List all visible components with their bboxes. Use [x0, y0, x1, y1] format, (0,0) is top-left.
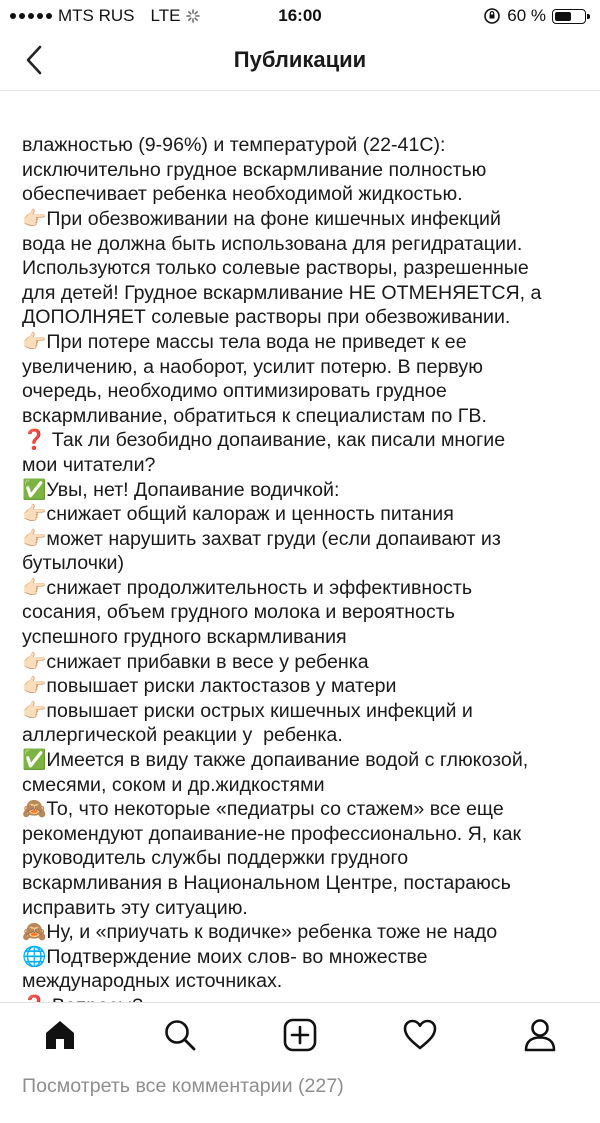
tab-new-post[interactable]: [272, 1007, 328, 1063]
caption-line: 👉🏻повышает риски острых кишечных инфекций и: [22, 699, 473, 722]
caption-line: исключительно грудное вскармливание полностью: [22, 158, 487, 181]
tab-home[interactable]: [32, 1007, 88, 1063]
profile-icon: [522, 1017, 558, 1053]
caption-line: успешного грудного вскармливания: [22, 626, 347, 649]
caption-line: 🙈То, что некоторые «педиатры со стажем» все еще: [22, 798, 504, 821]
battery-level: [555, 12, 571, 21]
caption-line: международных источниках.: [22, 970, 283, 993]
caption-line: вода не должна быть использована для регидратации.: [22, 232, 523, 255]
caption-line: аллергической реакции у ребенка.: [22, 724, 343, 747]
network-type: LTE: [150, 6, 181, 25]
caption-line: ❓ Так ли безобидно допаивание, как писали многие: [22, 429, 506, 452]
caption-line: рекомендуют допаивание-не профессионально. Я, как: [22, 822, 522, 845]
caption-line: увеличению, а наоборот, усилит потерю. В первую: [22, 355, 483, 378]
nav-header: [0, 32, 600, 91]
caption-line: ✅Имеется в виду также допаивание водой с глюкозой,: [22, 749, 529, 772]
caption-line: смесями, соком и др.жидкостями: [22, 773, 325, 796]
post-caption: [22, 133, 578, 1018]
caption-line: Используются только солевые растворы, разрешенные: [22, 257, 529, 280]
caption-line: 👉🏻снижает прибавки в весе у ребенка: [22, 650, 369, 673]
carrier-name: MTS RUS: [58, 6, 135, 25]
caption-line: сосания, объем грудного молока и вероятность: [22, 601, 455, 624]
rotation-lock-icon: [483, 7, 501, 25]
caption-line: исправить эту ситуацию.: [22, 896, 248, 919]
battery-percent: 60 %: [507, 6, 546, 25]
tab-bar: [0, 1002, 600, 1067]
caption-line: 👉🏻снижает общий калораж и ценность питания: [22, 503, 454, 526]
post-caption-area: [22, 84, 578, 1097]
status-right: [483, 6, 586, 26]
clock: 16:00: [278, 6, 322, 25]
caption-line: 🌐Подтверждение моих слов- во множестве: [22, 945, 428, 968]
caption-line: ДОПОЛНЯЕТ солевые растворы при обезвоживании.: [22, 306, 511, 329]
caption-line: 👉🏻повышает риски лактостазов у матери: [22, 675, 397, 698]
heart-icon: [402, 1017, 438, 1053]
caption-line: 🙈Ну, и «приучать к водичке» ребенка тоже не надо: [22, 921, 498, 944]
caption-line: 👉🏻При потере массы тела вода не приведет к ее: [22, 330, 467, 353]
caption-line: руководитель службы поддержки грудного: [22, 847, 409, 870]
caption-line: 👉🏻При обезвоживании на фоне кишечных инфекций: [22, 207, 501, 230]
home-icon: [42, 1017, 78, 1053]
caption-line: ✅Увы, нет! Допаивание водичкой:: [22, 478, 340, 501]
caption-line: бутылочки): [22, 552, 125, 575]
tab-profile[interactable]: [512, 1007, 568, 1063]
caption-line: 👉🏻снижает продолжительность и эффективность: [22, 576, 473, 599]
tab-activity[interactable]: [392, 1007, 448, 1063]
search-icon: [162, 1017, 198, 1053]
caption-line: для детей! Грудное вскармливание НЕ ОТМЕНЯЕТСЯ, а: [22, 281, 542, 304]
caption-line: вскармливания в Национальном Центре, постараюсь: [22, 872, 511, 894]
caption-line: 👉🏻может нарушить захват груди (если допаивают из: [22, 527, 501, 550]
caption-line: влажностью (9-96%) и температурой (22-41С):: [22, 134, 446, 157]
page-title: Публикации: [233, 47, 367, 72]
status-bar: [0, 0, 600, 32]
caption-line: мои читатели?: [22, 453, 156, 476]
caption-line: вскармливание, обратиться к специалистам по ГВ.: [22, 404, 487, 427]
caption-line: очередь, необходимо оптимизировать грудное: [22, 380, 447, 403]
add-post-icon: [282, 1017, 318, 1053]
caption-line: обеспечивает ребенка необходимой жидкостью.: [22, 183, 463, 206]
battery-icon: [552, 9, 586, 24]
tab-search[interactable]: [152, 1007, 208, 1063]
view-all-comments-link[interactable]: Посмотреть все комментарии (227): [22, 1074, 344, 1097]
